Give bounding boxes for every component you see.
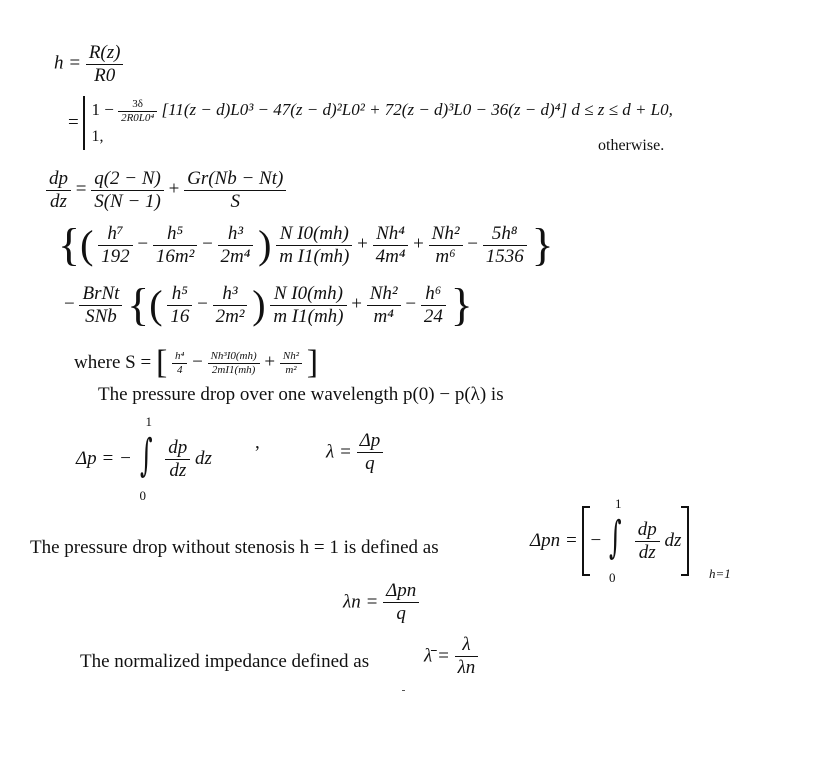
case2-condition: otherwise. — [598, 137, 665, 154]
case1-frac-num: 3δ — [118, 98, 157, 112]
close-bracket: ] — [306, 344, 319, 381]
integral-icon: 1 ∫ 0 — [608, 496, 622, 585]
integral-upper: 1 — [614, 496, 622, 511]
equals-sign: = — [75, 178, 87, 200]
integral-upper: 1 — [145, 414, 153, 429]
lambda-fraction — [357, 430, 384, 475]
h-equals-one-subscript: h=1 — [709, 566, 731, 581]
minus-sign: − — [137, 233, 149, 255]
l2-c-den: 2m⁴ — [220, 245, 251, 267]
text-pressure-drop: The pressure drop over one wavelength p(0) − p(λ) is — [98, 384, 504, 405]
lambda-bar-num: λ — [455, 634, 479, 657]
l3-d-den: m⁴ — [373, 305, 394, 327]
case1-fraction — [118, 98, 157, 124]
l2-a-den: 192 — [101, 245, 130, 267]
delta-p-den: dz — [169, 459, 187, 481]
open-brace: { — [58, 219, 81, 270]
delta-pn-den: dz — [638, 541, 656, 563]
open-paren: ( — [80, 222, 94, 267]
eq-h-fraction — [86, 42, 124, 87]
lambda-den: q — [365, 452, 375, 474]
l2-b-den: 16m² — [155, 245, 195, 267]
delta-pn-fraction — [635, 519, 660, 564]
delta-pn-lhs: Δpn = — [530, 530, 578, 551]
case1-frac-den: 2R0L0⁴ — [121, 111, 155, 124]
l3-d-num: Nh² — [367, 283, 401, 306]
lambda-lhs: λ = — [326, 441, 352, 463]
square-bracket-group — [582, 496, 689, 585]
l3-lead-den: SNb — [85, 305, 117, 327]
l3-c-num: N I0(mh) — [270, 283, 346, 306]
s-a-num: h⁴ — [172, 350, 187, 364]
s-a-den: 4 — [176, 363, 183, 376]
l3-term-e — [421, 283, 446, 328]
text-no-stenosis: The pressure drop without stenosis h = 1 is defined as — [30, 537, 439, 558]
dpdz-lhs-den: dz — [50, 190, 67, 212]
lambda-bar-den: λn — [457, 656, 476, 678]
minus-sign: − — [197, 293, 208, 315]
l2-f-den: m⁶ — [435, 245, 456, 267]
l3-a-num: h⁵ — [167, 283, 192, 306]
plus-sign: + — [168, 178, 180, 200]
eq-dpdz-line3 — [64, 279, 473, 330]
lambda-bar-lhs: λ̄ = — [424, 645, 450, 667]
l2-d-den: m I1(mh) — [279, 245, 350, 267]
l2-term-c — [218, 223, 254, 268]
delta-p-fraction — [165, 437, 190, 482]
case1-body: [11(z − d)L0³ − 47(z − d)²L0² + 72(z − d)³L0 − 36(z − d)⁴] d ≤ z ≤ d + L0, — [161, 100, 673, 119]
minus-sign: − — [467, 233, 478, 255]
l3-e-den: 24 — [423, 305, 443, 327]
eq-dpdz-line2 — [58, 219, 554, 270]
eq-h-cases — [68, 96, 673, 150]
eq-lambda-bar — [424, 634, 478, 679]
case1-lead: 1 − — [91, 100, 114, 119]
plus-sign: + — [413, 233, 424, 255]
open-paren: ( — [149, 282, 163, 327]
delta-pn-minus: − — [590, 530, 602, 551]
plus-sign: + — [264, 351, 276, 373]
close-paren: ) — [258, 222, 272, 267]
dpdz-t1-num: q(2 − N) — [91, 168, 164, 191]
l2-d-num: N I0(mh) — [276, 223, 352, 246]
integral-lower: 0 — [608, 570, 616, 585]
text-normalized-impedance: The normalized impedance defined as — [80, 651, 370, 672]
dpdz-t2-den: S — [230, 190, 240, 212]
l2-g-num: 5h⁸ — [483, 223, 527, 246]
eq-lambda-n — [343, 580, 419, 625]
eq-delta-pn — [530, 496, 689, 585]
close-paren: ) — [252, 282, 266, 327]
l3-term-b — [213, 283, 248, 328]
close-brace: } — [531, 219, 554, 270]
integral-icon: 1 ∫ 0 — [139, 414, 153, 503]
eq-delta-p — [76, 414, 212, 503]
s-term-c — [280, 350, 302, 376]
minus-sign: − — [64, 293, 75, 315]
case2-value: 1, — [91, 128, 104, 146]
minus-sign: − — [202, 233, 213, 255]
l2-term-d — [276, 223, 352, 268]
l3-lead-num: BrNt — [79, 283, 122, 306]
s-b-den: 2mI1(mh) — [211, 363, 256, 376]
plus-sign: + — [351, 293, 362, 315]
minus-sign: − — [405, 293, 417, 315]
l2-term-e — [373, 223, 409, 268]
l2-term-f — [429, 223, 463, 268]
case-1 — [91, 96, 672, 124]
l3-term-c — [270, 283, 346, 328]
lambda-num: Δp — [357, 430, 384, 453]
delta-pn-tail: dz — [664, 530, 682, 551]
l2-term-g — [483, 223, 527, 268]
eq-dpdz-line1 — [46, 168, 286, 213]
lambda-n-num: Δpn — [383, 580, 419, 603]
l3-a-den: 16 — [170, 305, 190, 327]
open-brace: { — [127, 279, 150, 330]
cases-brace — [83, 96, 672, 150]
close-brace: } — [450, 279, 473, 330]
stray-mark — [402, 690, 405, 691]
delta-pn-num: dp — [635, 519, 660, 542]
lambda-n-lhs: λn = — [343, 591, 379, 613]
dpdz-t2-num: Gr(Nb − Nt) — [184, 168, 286, 191]
l2-b-num: h⁵ — [153, 223, 197, 246]
dpdz-term1 — [91, 168, 164, 213]
l3-b-num: h³ — [213, 283, 248, 306]
l3-term-d — [367, 283, 401, 328]
l2-term-a — [98, 223, 133, 268]
eq-h-den: R0 — [94, 64, 116, 86]
lambda-n-den: q — [396, 602, 406, 624]
eq-h-definition — [54, 42, 123, 87]
l2-term-b — [153, 223, 197, 268]
comma-separator: , — [255, 432, 260, 453]
l3-e-num: h⁶ — [421, 283, 446, 306]
l2-e-num: Nh⁴ — [373, 223, 409, 246]
eq-lambda — [326, 430, 383, 475]
lambda-bar-fraction — [455, 634, 479, 679]
s-term-a — [172, 350, 187, 376]
s-c-den: m² — [285, 363, 297, 376]
l2-a-num: h⁷ — [98, 223, 133, 246]
eq-where-s — [74, 346, 318, 380]
plus-sign: + — [357, 233, 368, 255]
l3-lead — [79, 283, 122, 328]
l2-f-num: Nh² — [429, 223, 463, 246]
dpdz-lhs — [46, 168, 71, 213]
l2-e-den: 4m⁴ — [375, 245, 406, 267]
l3-c-den: m I1(mh) — [273, 305, 344, 327]
l3-b-den: 2m² — [215, 305, 245, 327]
s-c-num: Nh² — [280, 350, 302, 364]
eq-h-num: R(z) — [86, 42, 124, 65]
open-bracket: [ — [155, 344, 168, 381]
s-term-b — [208, 350, 260, 376]
delta-p-num: dp — [165, 437, 190, 460]
l2-g-den: 1536 — [485, 245, 524, 267]
case-2 — [91, 124, 672, 150]
eq-h-equals: = — [68, 111, 79, 133]
dpdz-lhs-num: dp — [46, 168, 71, 191]
delta-p-lhs: Δp = − — [76, 448, 132, 469]
where-s-label: where S = — [74, 352, 152, 373]
minus-sign: − — [192, 351, 203, 373]
l3-term-a — [167, 283, 192, 328]
lambda-n-fraction — [383, 580, 419, 625]
integral-lower: 0 — [139, 488, 147, 503]
l2-c-num: h³ — [218, 223, 254, 246]
delta-p-tail: dz — [195, 448, 212, 469]
s-b-num: Nh³I0(mh) — [208, 350, 260, 364]
dpdz-term2 — [184, 168, 286, 213]
eq-h-lhs: h = — [54, 52, 82, 74]
dpdz-t1-den: S(N − 1) — [94, 190, 161, 212]
